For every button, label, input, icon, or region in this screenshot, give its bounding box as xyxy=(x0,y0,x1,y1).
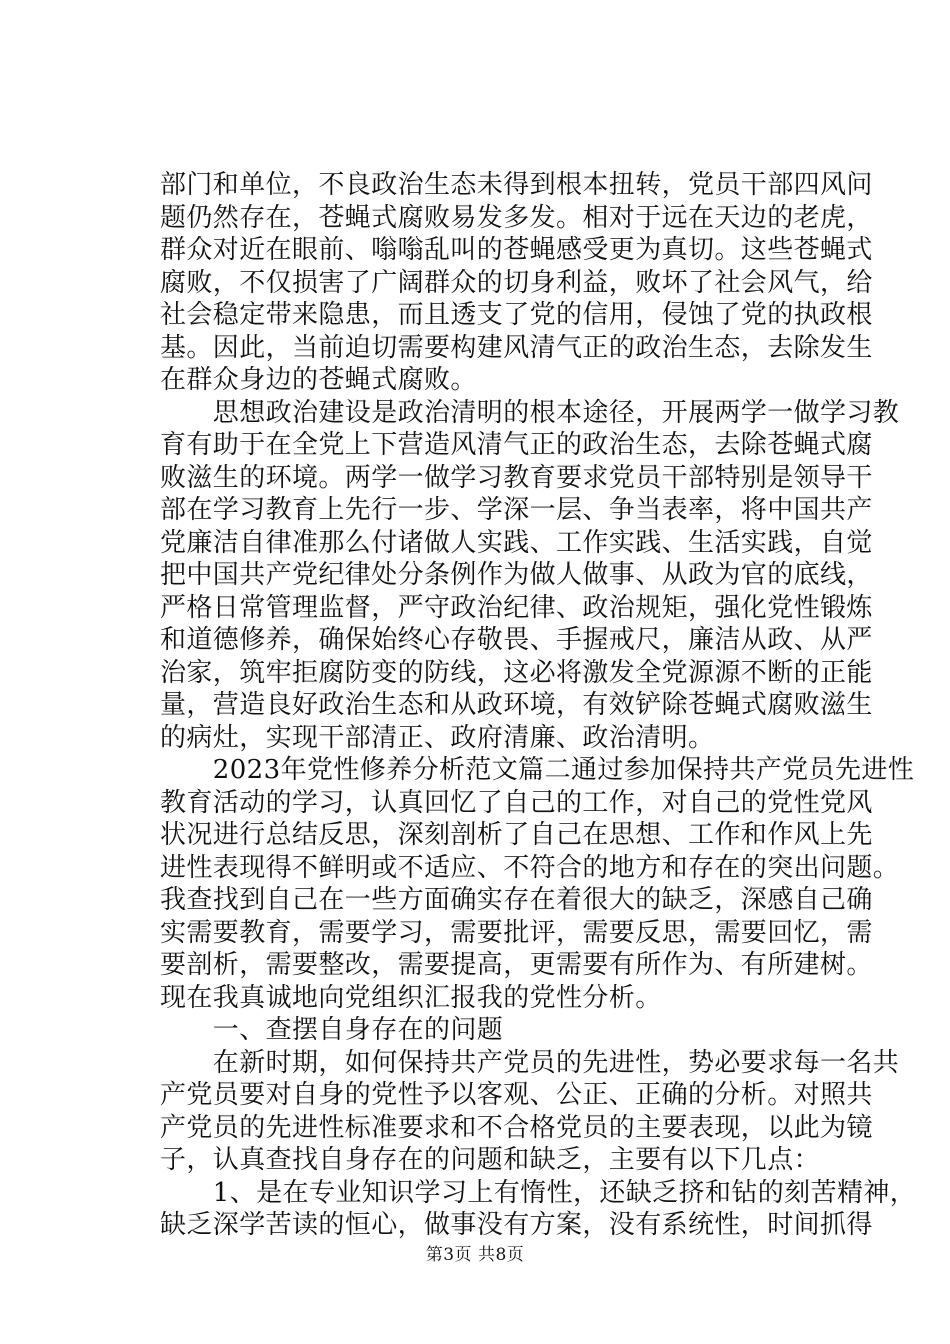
text-line: 在新时期，如何保持共产党员的先进性，势必要求每一名共 xyxy=(160,1047,900,1078)
text-line: 把中国共产党纪律处分条例作为做人做事、从政为官的底线， xyxy=(160,560,873,590)
text-line: 和道德修养，确保始终心存敬畏、手握戒尺，廉洁从政、从严 xyxy=(160,625,873,655)
text-line: 缺乏深学苦读的恒心，做事没有方案，没有系统性，时间抓得 xyxy=(160,1210,873,1240)
text-line: 教育活动的学习，认真回忆了自己的工作，对自己的党性党风 xyxy=(160,787,873,818)
text-line: 产党员要对自身的党性予以客观、公正、正确的分析。对照共 xyxy=(160,1080,873,1110)
text-line: 进性表现得不鲜明或不适应、不符合的地方和存在的突出问题。 xyxy=(160,852,900,883)
text-line: 现在我真诚地向党组织汇报我的党性分析。 xyxy=(160,982,662,1013)
text-line: 我查找到自己在一些方面确实存在着很大的缺乏，深感自己确 xyxy=(160,885,873,915)
text-line: 1、是在专业知识学习上有惰性，还缺乏挤和钻的刻苦精神， xyxy=(160,1177,917,1208)
text-line: 量，营造良好政治生态和从政环境，有效铲除苍蝇式腐败滋生 xyxy=(160,690,873,720)
text-line: 一、查摆自身存在的问题 xyxy=(160,1015,504,1045)
text-line: 育有助于在全党上下营造风清气正的政治生态，去除苍蝇式腐 xyxy=(160,430,873,460)
text-line: 群众对近在眼前、嗡嗡乱叫的苍蝇感受更为真切。这些苍蝇式 xyxy=(160,235,873,265)
text-line: 题仍然存在，苍蝇式腐败易发多发。相对于远在天边的老虎， xyxy=(160,202,873,233)
text-line: 基。因此，当前迫切需要构建风清气正的政治生态，去除发生 xyxy=(160,332,873,363)
text-line: 产党员的先进性标准要求和不合格党员的主要表现，以此为镜 xyxy=(160,1112,873,1143)
text-line: 部门和单位，不良政治生态未得到根本扭转，党员干部四风问 xyxy=(160,170,873,200)
text-line: 严格日常管理监督，严守政治纪律、政治规矩，强化党性锻炼 xyxy=(160,592,873,623)
text-line: 思想政治建设是政治清明的根本途径，开展两学一做学习教 xyxy=(160,397,900,428)
text-line: 部在学习教育上先行一步、学深一层、争当表率，将中国共产 xyxy=(160,495,873,525)
text-line: 子，认真查找自身存在的问题和缺乏，主要有以下几点： xyxy=(160,1145,821,1175)
text-line: 要剖析，需要整改，需要提高，更需要有所作为、有所建树。 xyxy=(160,950,873,980)
text-line: 实需要教育，需要学习，需要批评，需要反思，需要回忆，需 xyxy=(160,917,873,948)
page-number-footer: 第3页 共8页 xyxy=(425,1245,525,1265)
text-line: 治家，筑牢拒腐防变的防线，这必将激发全党源源不断的正能 xyxy=(160,657,873,688)
text-line: 社会稳定带来隐患，而且透支了党的信用，侵蚀了党的执政根 xyxy=(160,300,873,330)
text-line: 2023年党性修养分析范文篇二通过参加保持共产党员先进性 xyxy=(160,755,915,785)
text-line: 状况进行总结反思，深刻剖析了自己在思想、工作和作风上先 xyxy=(160,820,873,850)
text-line: 败滋生的环境。两学一做学习教育要求党员干部特别是领导干 xyxy=(160,462,873,493)
text-line: 的病灶，实现干部清正、政府清廉、政治清明。 xyxy=(160,722,715,753)
text-line: 党廉洁自律准那么付诸做人实践、工作实践、生活实践，自觉 xyxy=(160,527,873,558)
text-line: 腐败，不仅损害了广阔群众的切身利益，败坏了社会风气，给 xyxy=(160,267,873,298)
text-line: 在群众身边的苍蝇式腐败。 xyxy=(160,365,477,395)
